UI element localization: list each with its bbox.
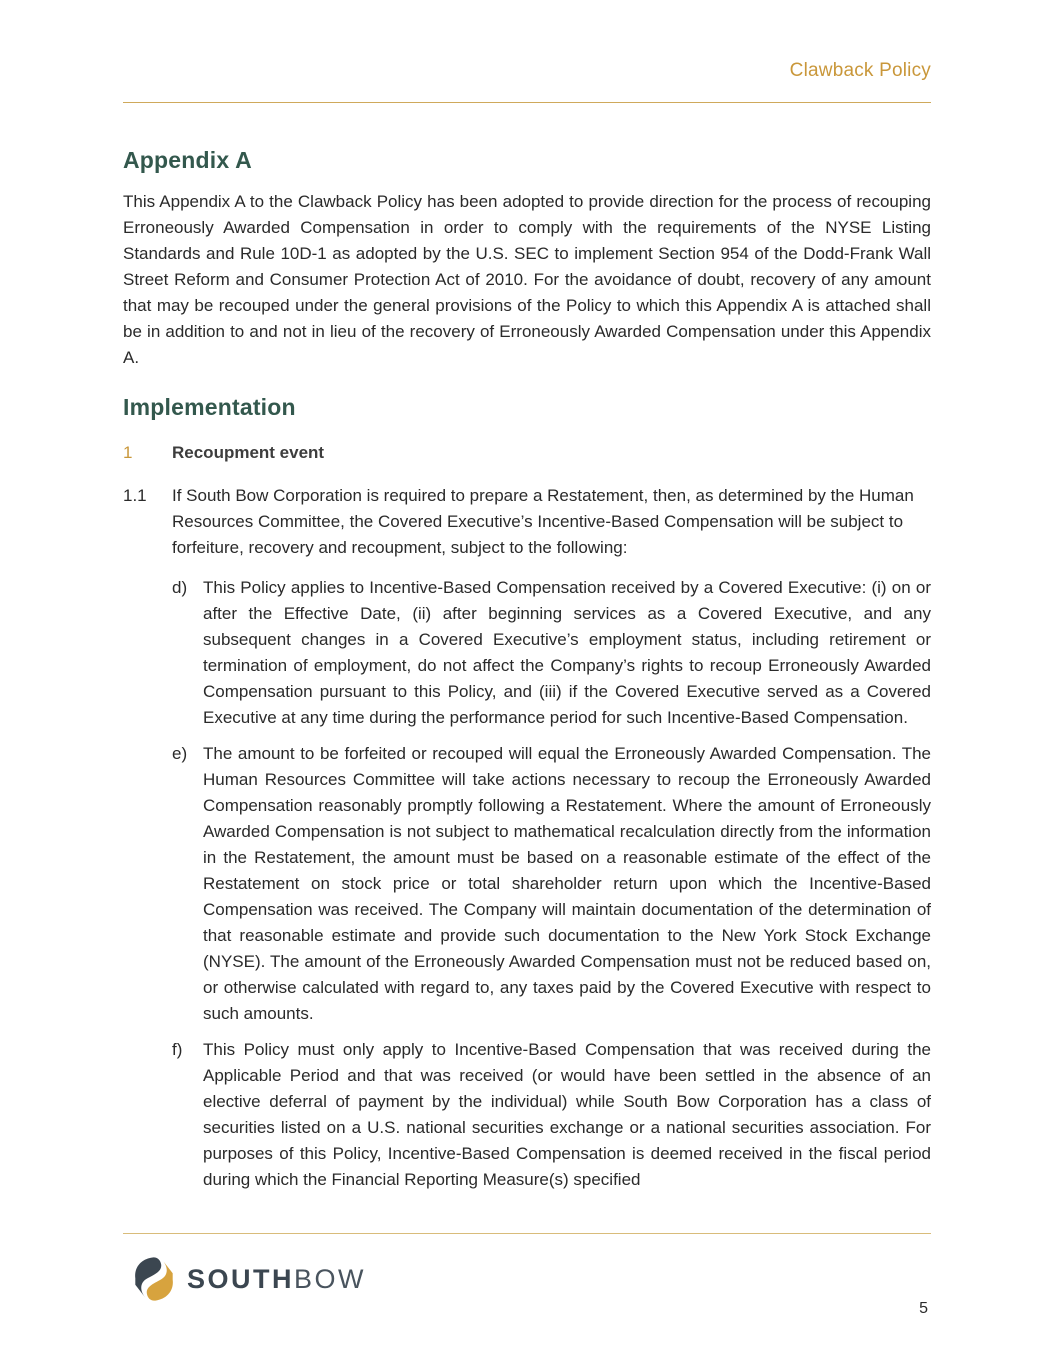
southbow-logo-icon <box>131 1256 177 1302</box>
logo-text-south: SOUTH <box>187 1263 294 1294</box>
appendix-title: Appendix A <box>123 147 252 173</box>
header-title: Clawback Policy <box>789 60 931 81</box>
implementation-title: Implementation <box>123 394 296 420</box>
clause-number: 1.1 <box>123 486 147 505</box>
clause-text: If South Bow Corporation is required to prepare a Restatement, then, as determined by the Human Resources Committee, the Covered Executive’s Incentive-Based Compensation will be subject to forfeiture, recovery and recoupment, subject to the following: <box>172 486 914 557</box>
list-item-label: f) <box>172 1040 183 1059</box>
list-item-d <box>172 575 931 731</box>
document-content <box>123 103 931 1203</box>
southbow-logo <box>131 1256 366 1302</box>
list-item-text: This Policy must only apply to Incentive-Based Compensation that was received during the Applicable Period and that was received (or would have been settled in the absence of an elective deferral of payment by the individual) while South Bow Corporation has a class of securities listed on a U.S. national securities exchange or a national securities association. For purposes of this Policy, Incentive-Based Compensation is deemed received in the fiscal period during which the Financial Reporting Measure(s) specified <box>203 1040 931 1189</box>
logo-wordmark <box>187 1264 366 1295</box>
appendix-paragraph: This Appendix A to the Clawback Policy has been adopted to provide direction for the process of recouping Erroneously Awarded Compensation in order to comply with the requirements of the NYSE Listing Standards and Rule 10D-1 as adopted by the U.S. SEC to implement Section 954 of the Dodd-Frank Wall Street Reform and Consumer Protection Act of 2010. For the avoidance of doubt, recovery of any amount that may be recouped under the general provisions of the Policy to which this Appendix A is attached shall be in addition to and not in lieu of the recovery of Erroneously Awarded Compensation under this Appendix A. <box>123 192 931 367</box>
list-item-label: d) <box>172 578 188 597</box>
clause-sub-items <box>172 575 931 1193</box>
section-1-heading <box>123 440 931 466</box>
page-number: 5 <box>919 1300 928 1317</box>
footer-divider <box>123 1233 931 1234</box>
list-item-text: The amount to be forfeited or recouped will equal the Erroneously Awarded Compensation. The Human Resources Committee will take actions necessary to recoup the Erroneously Awarded Compensation reasonably promptly following a Restatement. Where the amount of Erroneously Awarded Compensation is not subject to mathematical recalculation directly from the information in the Restatement, the amount must be based on a reasonable estimate of the effect of the Restatement on stock price or total shareholder return upon which the Incentive-Based Compensation was received. The Company will maintain documentation of the determination of that reasonable estimate and provide such documentation to the New York Stock Exchange (NYSE). The amount of the Erroneously Awarded Compensation must not be reduced based on, or otherwise calculated with regard to, any taxes paid by the Covered Executive with respect to such amounts. <box>203 744 931 1023</box>
clause-1-1 <box>123 483 931 561</box>
list-item-label: e) <box>172 744 188 763</box>
list-item-e <box>172 741 931 1027</box>
section-title: Recoupment event <box>172 443 325 462</box>
logo-text-bow: BOW <box>294 1263 366 1294</box>
section-number: 1 <box>123 443 133 462</box>
list-item-text: This Policy applies to Incentive-Based Compensation received by a Covered Executive: (i) on or after the Effective Date, (ii) after beginning services as a Covered Executive, and any subsequent changes in a Covered Executive’s employment status, including retirement or termination of employment, do not affect the Company’s rights to recoup Erroneously Awarded Compensation pursuant to this Policy, and (iii) if the Covered Executive served as a Covered Executive at any time during the performance period for such Incentive-Based Compensation. <box>203 578 931 727</box>
list-item-f <box>172 1037 931 1193</box>
